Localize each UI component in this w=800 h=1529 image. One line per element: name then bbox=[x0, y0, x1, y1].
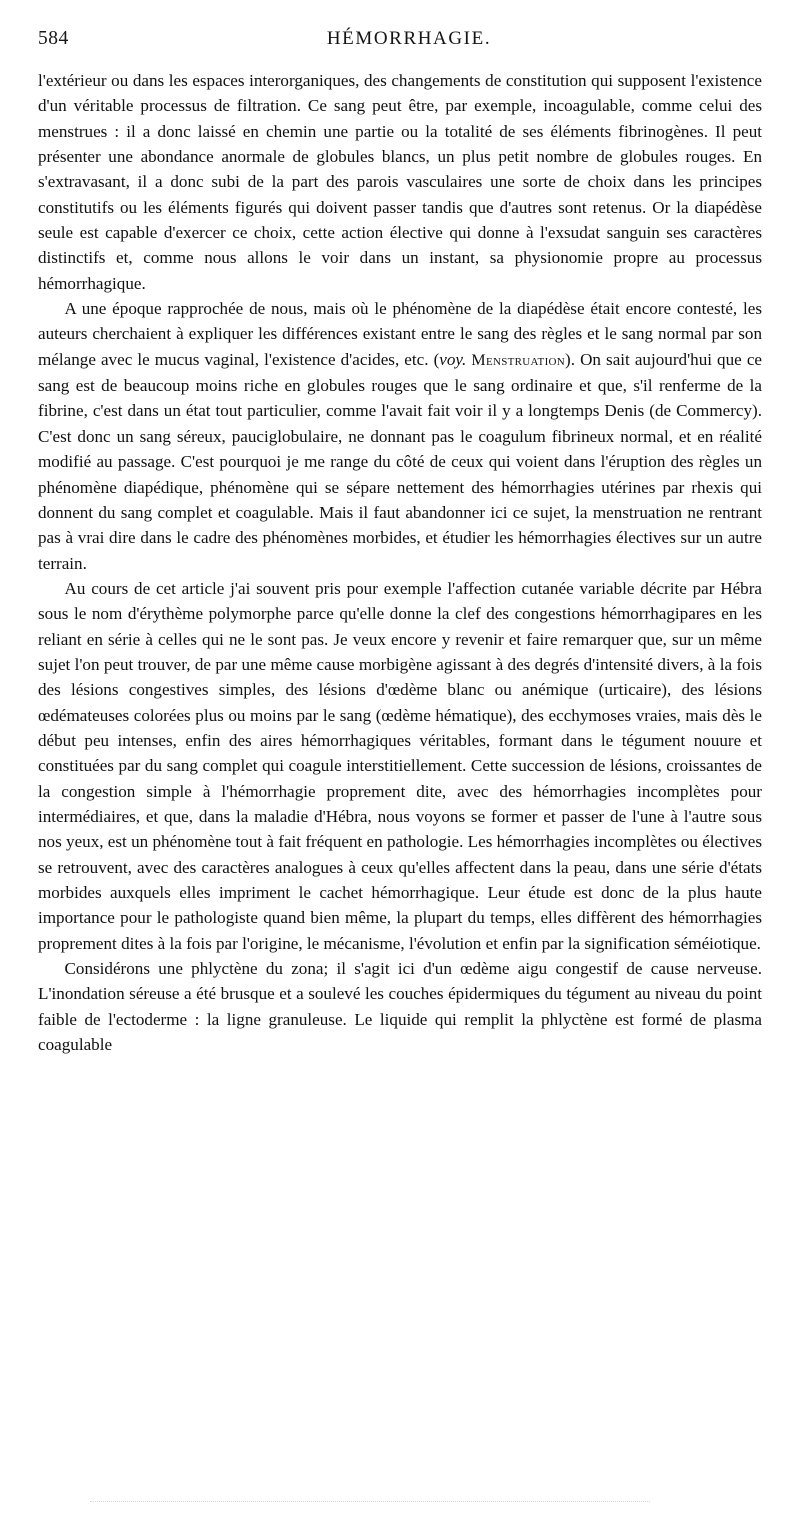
paragraph bbox=[38, 296, 762, 576]
text-run: Considérons une phlyctène du zona; il s'agit ici d'un œdème aigu congestif de cause nerveuse. L'inondation séreuse a été brusque et a soulevé les couches épidermiques du tégument au niveau du point faible de l'ectoderme : la ligne granuleuse. Le liquide qui remplit la phlyctène est formé de plasma coagulable bbox=[38, 959, 762, 1055]
text-run: A une époque rapprochée de nous, mais où le phénomène de la diapédèse était encore contesté, les auteurs cherchaient à expliquer les différences existant entre le sang des règles et le sang normal par son mélange avec le mucus vaginal, l'existence d'acides, etc. ( bbox=[38, 299, 762, 369]
paragraph bbox=[38, 956, 762, 1057]
page-header bbox=[38, 28, 762, 62]
italic-text: voy. bbox=[439, 349, 467, 369]
page-body-text bbox=[38, 68, 762, 1057]
small-caps-cross-reference: Menstruation bbox=[471, 351, 566, 369]
running-title: HÉMORRHAGIE. bbox=[326, 28, 492, 49]
text-run: l'extérieur ou dans les espaces interorganiques, des changements de constitution qui supposent l'existence d'un véritable processus de filtration. Ce sang peut être, par exemple, incoagulable, comme celui des menstrues : il a donc laissé en chemin une partie ou la totalité de ses éléments fibrinogènes. Il peut présenter une abondance anormale de globules blancs, un plus petit nombre de globules rouges. En s'extravasant, il a donc subi de la part des parois vasculaires une sorte de choix dans les principes constitutifs ou les éléments figurés qui doivent passer tandis que d'autres sont retenus. Or la diapédèse seule est capable d'exercer ce choix, cette action élective qui donne à l'exsudat sanguin ses caractères distinctifs et, comme nous allons le voir dans un instant, sa physionomie propre au processus hémorrhagique. bbox=[38, 71, 762, 293]
paragraph bbox=[38, 576, 762, 956]
paragraph bbox=[38, 68, 762, 296]
page-number: 584 bbox=[38, 28, 69, 49]
footer-rule bbox=[90, 1501, 650, 1503]
text-run: ). On sait aujourd'hui que ce sang est de beaucoup moins riche en globules rouges que le sang ordinaire et que, s'il renferme de la fibrine, c'est dans un état tout particulier, comme l'avait fait voir il y a longtemps Denis (de Commercy). C'est donc un sang séreux, pauciglobulaire, ne donnant pas le coagulum fibrineux normal, et en réalité modifié au passage. C'est pourquoi je me range du côté de ceux qui voient dans l'éruption des règles un phénomène diapédique, phénomène qui se sépare nettement des hémorrhagies utérines par rhexis qui donnent du sang complet et coagulable. Mais il faut abandonner ici ce sujet, la menstruation ne rentrant pas à vrai dire dans le cadre des phénomènes morbides, et étudier les hémorrhagies électives sur un autre terrain. bbox=[38, 349, 762, 573]
text-run: Au cours de cet article j'ai souvent pris pour exemple l'affection cutanée variable décrite par Hébra sous le nom d'érythème polymorphe parce qu'elle donne la clef des congestions hémorrhagipares en les reliant en série à celles qui ne le sont pas. Je veux encore y revenir et faire remarquer que, sur un même sujet l'on peut trouver, de par une même cause morbigène agissant à des degrés d'intensité divers, à la fois des lésions congestives simples, des lésions d'œdème blanc ou anémique (urticaire), des lésions œdémateuses colorées plus ou moins par le sang (œdème hématique), des ecchymoses vraies, mais dès le début peu intenses, enfin des aires hémorrhagiques véritables, formant dans le tégument nouure et constituées par du sang complet qui coagule interstitiellement. Cette succession de lésions, croissantes de la congestion simple à l'hémorrhagie proprement dite, avec des hémorrhagies incomplètes pour intermédiaires, et que, dans la maladie d'Hébra, nous voyons se former et passer de l'une à l'autre sous nos yeux, est un phénomène tout à fait fréquent en pathologie. Les hémorrhagies incomplètes ou électives se retrouvent, avec des caractères analogues à ceux qu'elles affectent dans la peau, dans une série d'états morbides auxquels elles impriment le cachet hémorrhagique. Leur étude est donc de la plus haute importance pour le pathologiste quand bien même, la plupart du temps, elles diffèrent des hémorrhagies proprement dites à la fois par l'origine, le mécanisme, l'évolution et enfin par la signification séméiotique. bbox=[38, 578, 762, 953]
